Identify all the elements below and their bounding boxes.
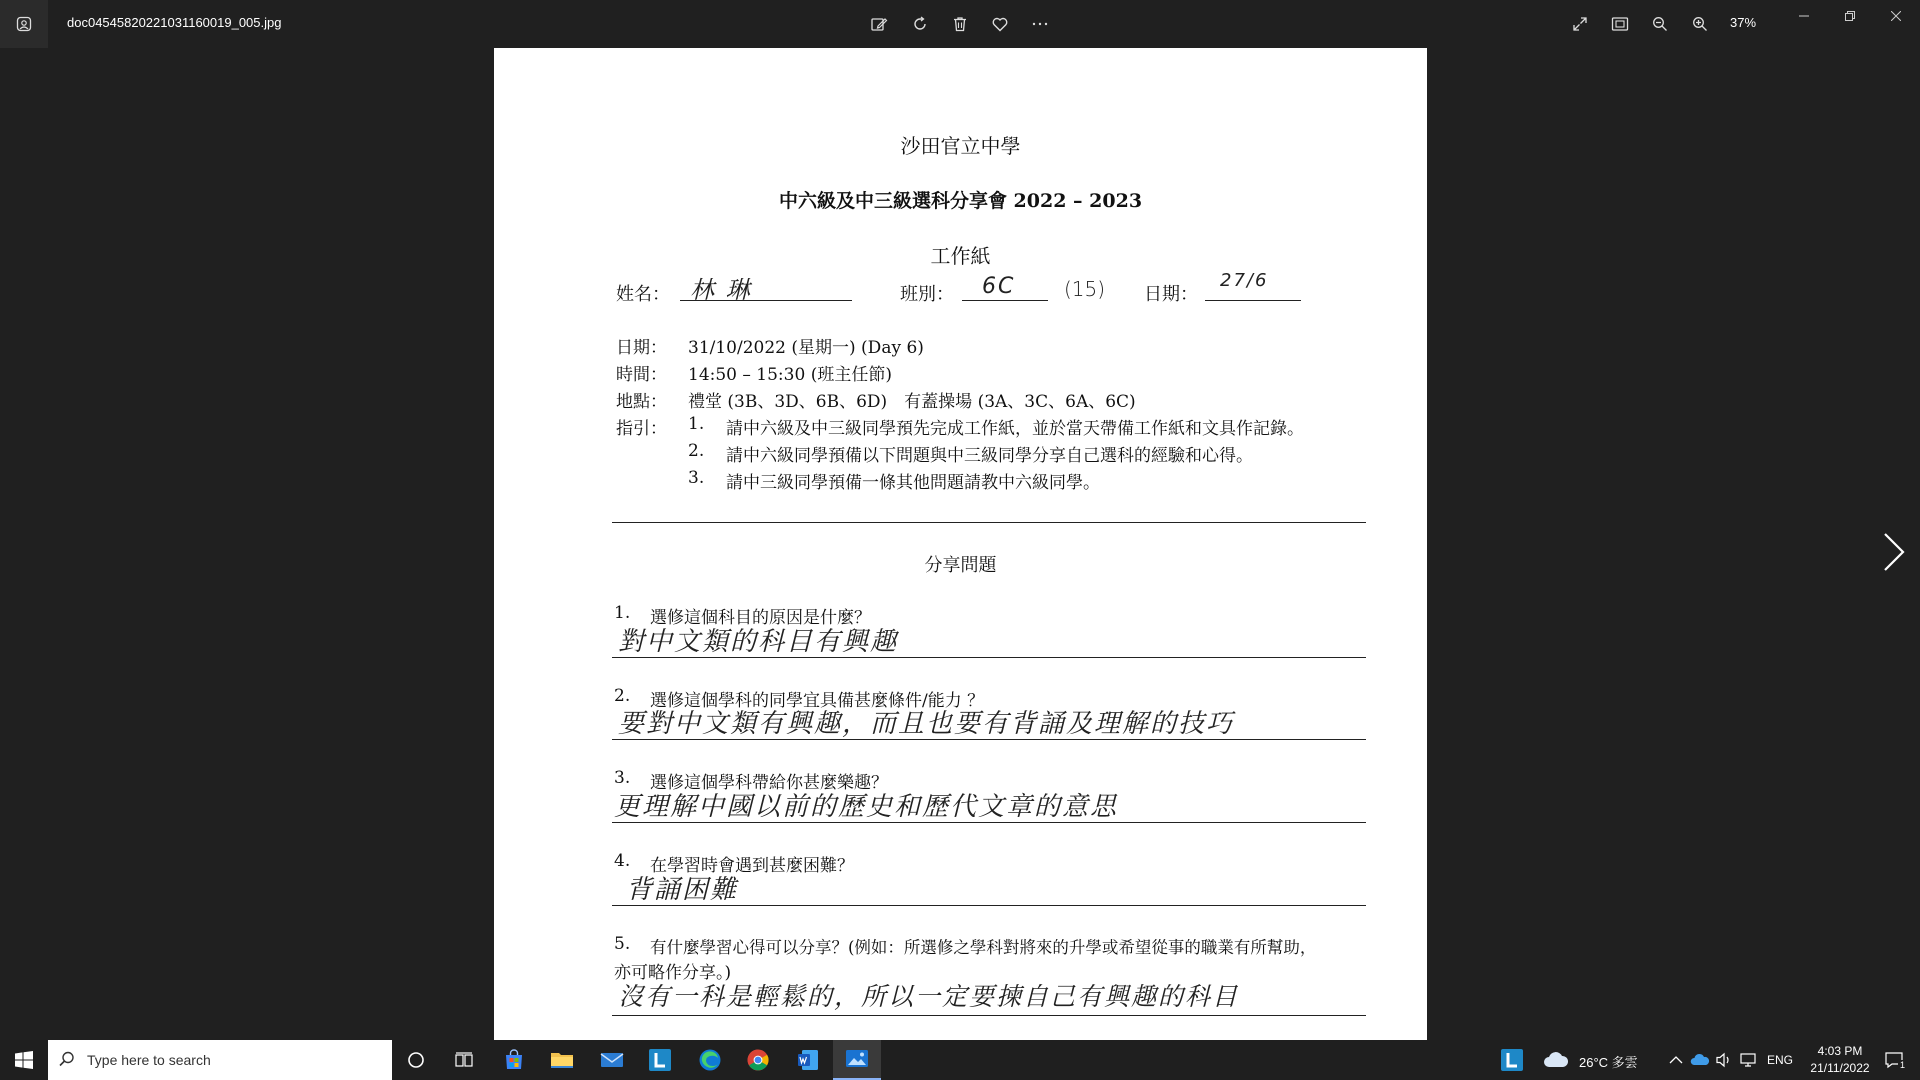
question-1-text: 選修這個科目的原因是什麼？ xyxy=(650,608,871,628)
answer-3-line xyxy=(612,822,1366,823)
photos-icon[interactable] xyxy=(833,1040,881,1080)
file-name: doc04545820221031160019_005.jpg xyxy=(67,15,282,30)
word-icon[interactable] xyxy=(784,1040,832,1080)
answer-1-line xyxy=(612,657,1366,658)
question-5-text-continued: 亦可略作分享。) xyxy=(614,963,732,983)
name-value: 林 琳 xyxy=(690,276,752,304)
search-icon xyxy=(58,1050,76,1068)
info-time-label: 時間： xyxy=(616,365,667,385)
edit-image-icon[interactable] xyxy=(865,10,893,38)
question-5-num: 5. xyxy=(614,934,631,954)
guide-label: 指引： xyxy=(616,419,667,439)
class-value: 6C xyxy=(982,274,1016,299)
question-4-text: 在學習時會遇到甚麼困難？ xyxy=(650,856,854,876)
event-title: 中六級及中三級選科分享會 2022 – 2023 xyxy=(778,190,1143,212)
zoom-out-icon[interactable] xyxy=(1646,10,1674,38)
answer-2-line xyxy=(612,739,1366,740)
info-venue-value: 禮堂 (3B、3D、6B、6D) 有蓋操場 (3A、3C、6A、6C) xyxy=(688,392,1136,412)
date-label: 日期： xyxy=(1144,284,1198,305)
chrome-icon[interactable] xyxy=(734,1040,782,1080)
weather-cloud-icon[interactable] xyxy=(1540,1040,1572,1080)
file-explorer-icon[interactable] xyxy=(538,1040,586,1080)
notification-icon[interactable] xyxy=(1874,1040,1914,1080)
taskbar-search[interactable] xyxy=(48,1040,392,1080)
sheet-title: 工作紙 xyxy=(930,244,991,268)
close-icon[interactable] xyxy=(1873,0,1919,32)
clock-time[interactable]: 4:03 PM xyxy=(1817,1044,1863,1058)
question-3-text: 選修這個學科帶給你甚麼樂趣？ xyxy=(650,773,888,793)
answer-2: 要對中文類有興趣，而且也要有背誦及理解的技巧 xyxy=(618,709,1235,739)
question-2-num: 2. xyxy=(614,686,631,706)
search-input[interactable]: Type here to search xyxy=(87,1052,211,1068)
info-date-label: 日期： xyxy=(616,338,667,358)
info-venue-label: 地點： xyxy=(616,392,667,412)
guide-text-1: 請中六級及中三級同學預先完成工作紙，並於當天帶備工作紙和文具作記錄。 xyxy=(726,419,1304,439)
mail-icon[interactable] xyxy=(588,1040,636,1080)
cortana-icon[interactable] xyxy=(392,1040,440,1080)
date-value: 27/6 xyxy=(1220,270,1269,291)
question-1-num: 1. xyxy=(614,603,631,623)
task-view-icon[interactable] xyxy=(440,1040,488,1080)
guide-text-3: 請中三級同學預備一條其他問題請教中六級同學。 xyxy=(726,473,1100,493)
name-underline xyxy=(680,300,852,301)
network-icon[interactable] xyxy=(1732,1040,1764,1080)
weather-text[interactable]: 26°C 多雲 xyxy=(1579,1055,1638,1070)
next-image-icon[interactable] xyxy=(1874,522,1914,582)
school-name: 沙田官立中學 xyxy=(900,134,1021,158)
heart-icon[interactable] xyxy=(986,10,1014,38)
name-label: 姓名： xyxy=(616,284,670,305)
class-underline xyxy=(962,300,1048,301)
section-title: 分享問題 xyxy=(924,555,997,576)
question-5-text: 有什麼學習心得可以分享？(例如：所選修之學科對將來的升學或希望從事的職業有所幫助， xyxy=(650,938,1317,957)
zoom-level[interactable]: 37% xyxy=(1730,15,1757,30)
restore-icon[interactable] xyxy=(1827,0,1873,32)
question-3-num: 3. xyxy=(614,768,631,788)
zoom-in-icon[interactable] xyxy=(1686,10,1714,38)
scanned-worksheet xyxy=(494,48,1427,1040)
answer-1: 對中文類的科目有興趣 xyxy=(618,627,899,657)
answer-4-line xyxy=(612,905,1366,906)
divider xyxy=(612,522,1366,523)
answer-5-line xyxy=(612,1015,1366,1016)
info-date-value: 31/10/2022 (星期一) (Day 6) xyxy=(688,338,924,358)
windows-start-icon[interactable] xyxy=(0,1040,48,1080)
answer-4: 背誦困難 xyxy=(626,875,739,905)
edge-icon[interactable] xyxy=(686,1040,734,1080)
notification-count: 1 xyxy=(1900,1060,1906,1070)
taskbar xyxy=(0,1040,1920,1080)
launcher-l-icon[interactable] xyxy=(636,1040,684,1080)
date-underline xyxy=(1205,300,1301,301)
guide-text-2: 請中六級同學預備以下問題與中三級同學分享自己選科的經驗和心得。 xyxy=(726,446,1253,466)
answer-3: 更理解中國以前的歷史和歷代文章的意思 xyxy=(614,792,1119,822)
title-bar xyxy=(0,0,1920,48)
question-4-num: 4. xyxy=(614,851,631,871)
expand-icon[interactable] xyxy=(1566,10,1594,38)
image-viewer xyxy=(0,48,1920,1040)
rotate-icon[interactable] xyxy=(906,10,934,38)
tray-launcher-l-icon[interactable] xyxy=(1496,1040,1528,1080)
question-2-text: 選修這個學科的同學宜具備甚麼條件/能力 ？ xyxy=(650,691,985,711)
delete-icon[interactable] xyxy=(946,10,974,38)
guide-num-1: 1. xyxy=(688,414,705,434)
photos-app-icon[interactable] xyxy=(0,0,48,48)
info-time-value: 14:50 – 15:30 (班主任節) xyxy=(688,365,892,385)
store-icon[interactable] xyxy=(490,1040,538,1080)
guide-num-2: 2. xyxy=(688,441,705,461)
more-icon[interactable] xyxy=(1026,10,1054,38)
clock-date[interactable]: 21/11/2022 xyxy=(1810,1061,1870,1075)
answer-5: 沒有一科是輕鬆的，所以一定要揀自己有興趣的科目 xyxy=(618,982,1240,1011)
fit-window-icon[interactable] xyxy=(1606,10,1634,38)
class-number: (15) xyxy=(1064,277,1106,301)
class-label: 班別： xyxy=(900,284,954,305)
language-indicator[interactable]: ENG xyxy=(1767,1053,1794,1067)
guide-num-3: 3. xyxy=(688,468,705,488)
minimize-icon[interactable] xyxy=(1781,0,1827,32)
